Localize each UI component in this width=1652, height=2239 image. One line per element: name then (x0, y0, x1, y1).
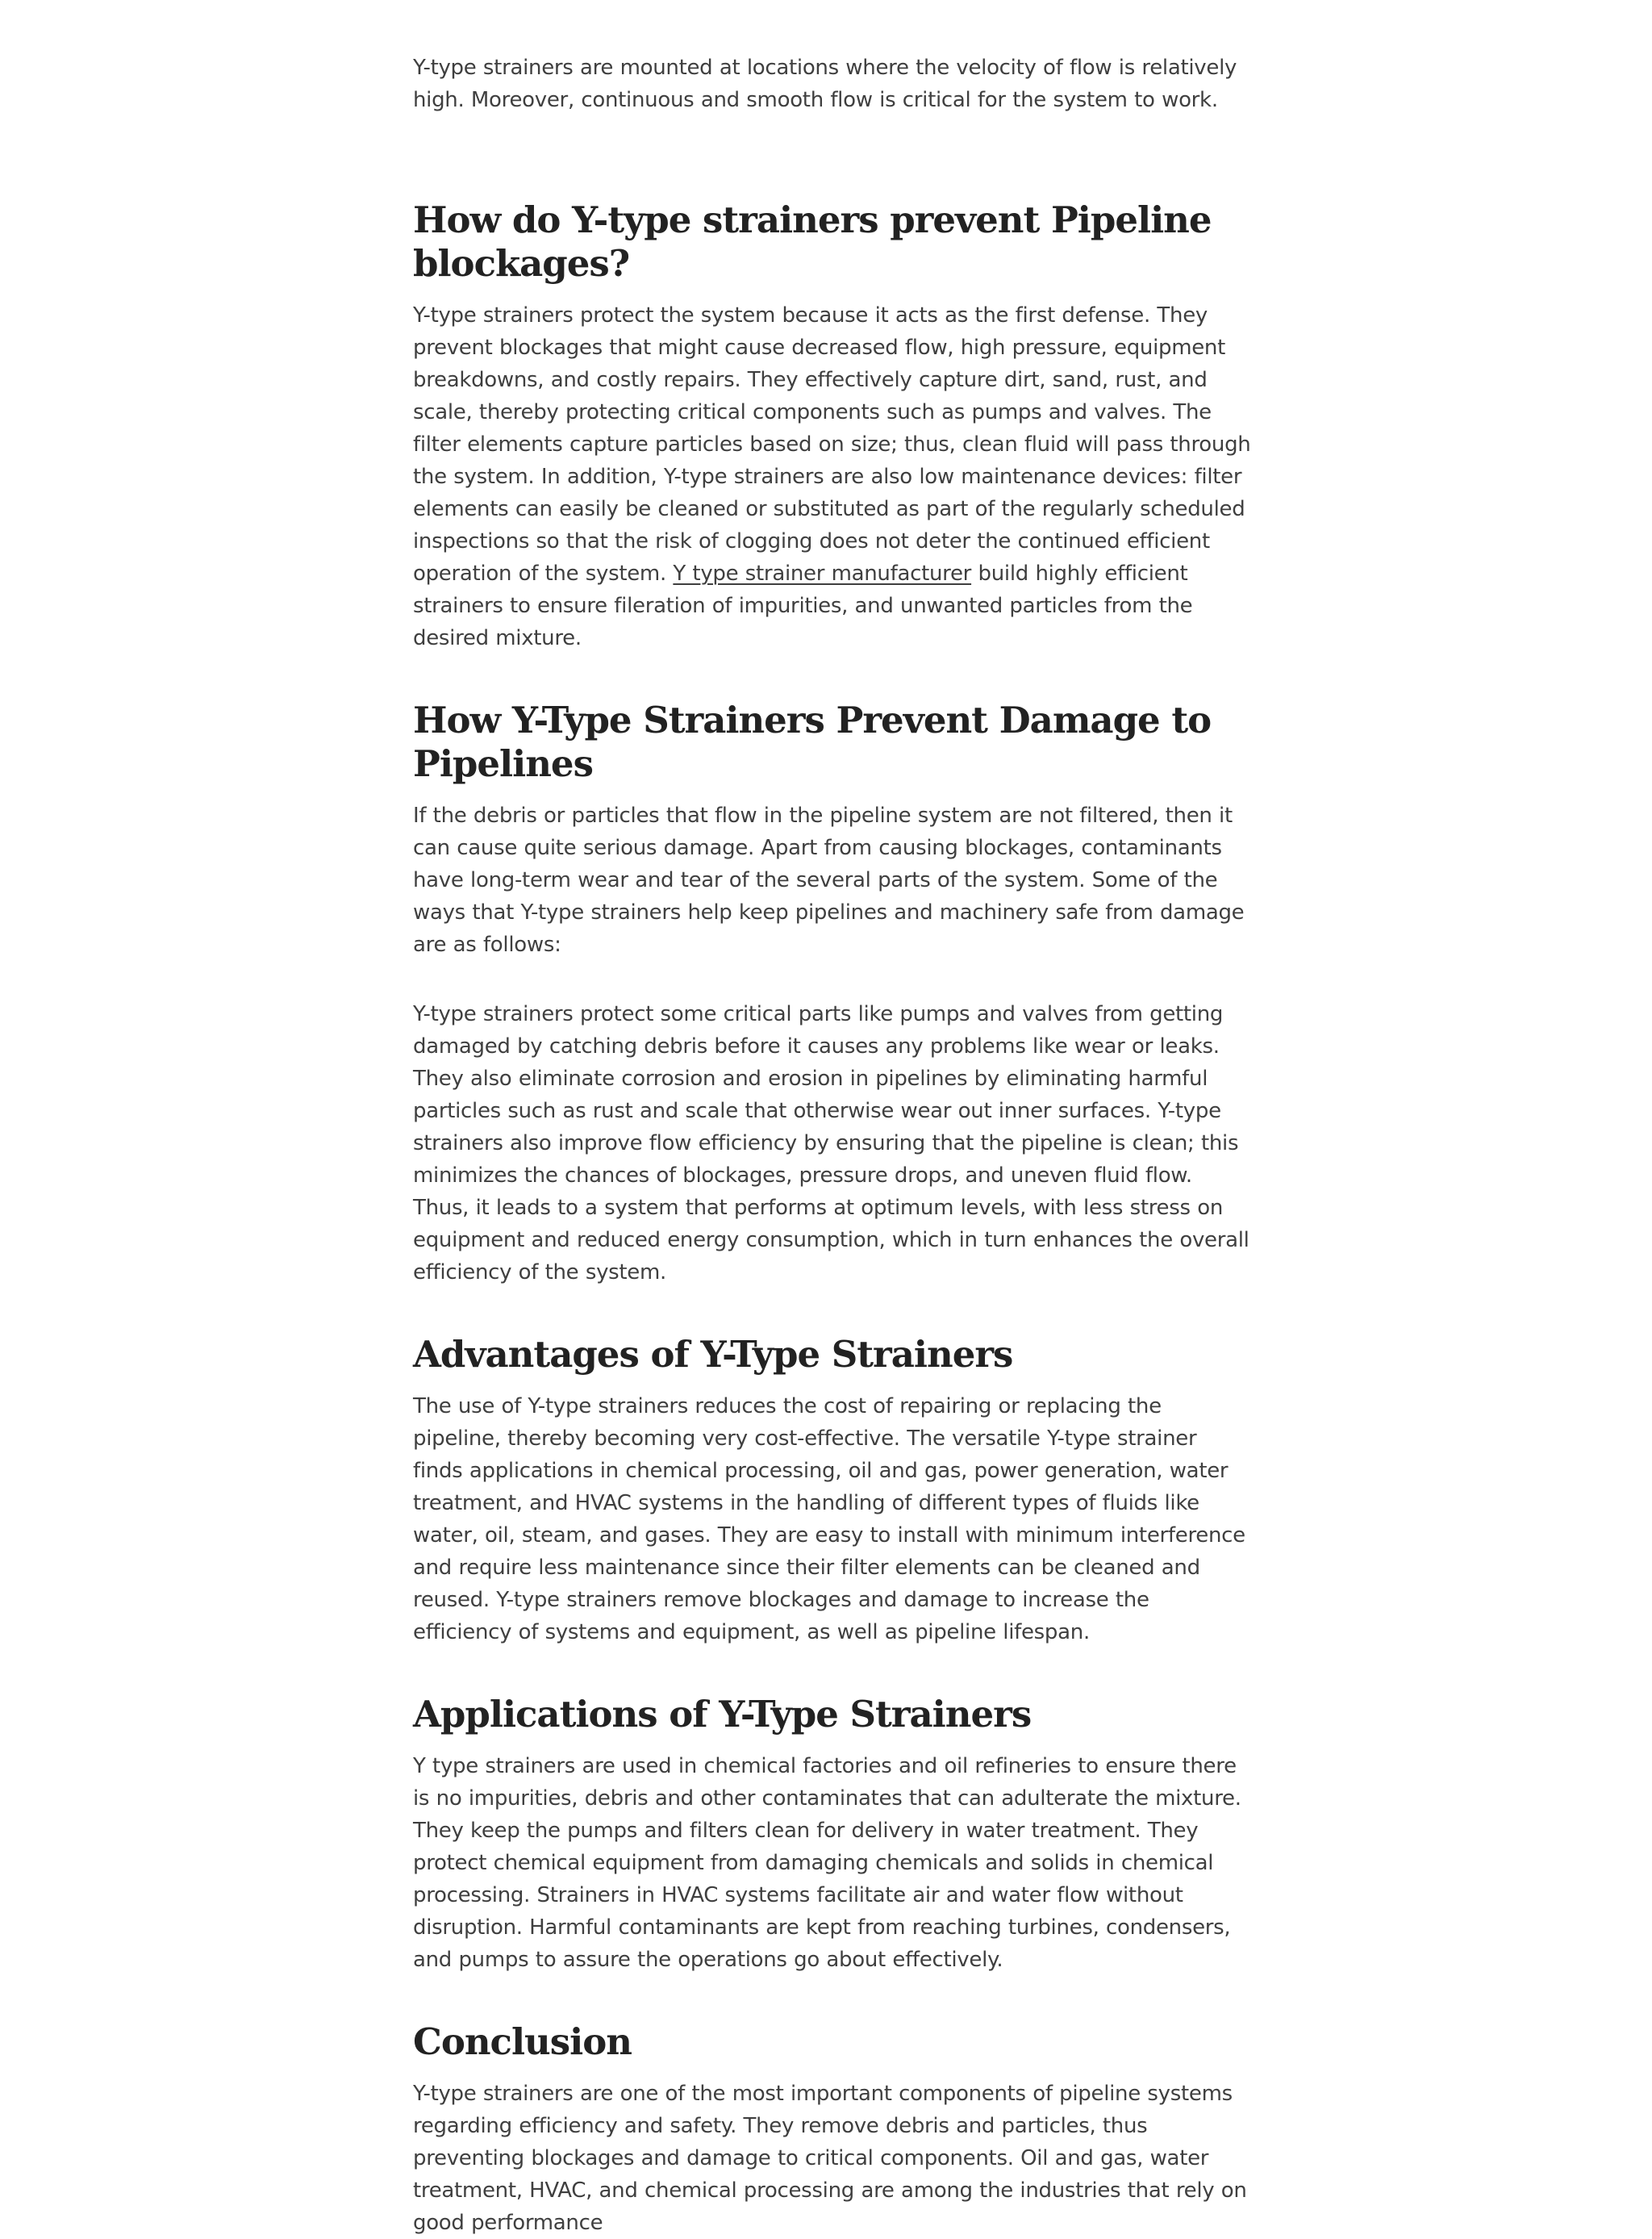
article-body (413, 39, 1252, 2239)
advantages-paragraph: The use of Y-type strainers reduces the cost of repairing or replacing the pipeline, thereby becoming very cost-effective. The versatile Y-type strainer finds applications in chemical processing, oil and gas, power generation, water treatment, and HVAC systems in the handling of different types of fluids like water, oil, steam, and gases. They are easy to install with minimum interference and require less maintenance since their filter elements can be cleaned and reused. Y-type strainers remove blockages and damage to increase the efficiency of systems and equipment, as well as pipeline lifespan. (413, 1394, 1245, 1644)
blockages-text-end: build highly efficient strainers to ensure fileration of impurities, and unwanted particles from the desired mixture. (413, 562, 1193, 650)
blockages-text-start: Y-type strainers protect the system because it acts as the first defense. They prevent blockages that might cause decreased flow, high pressure, equipment breakdowns, and costly repairs. They effectively capture dirt, sand, rust, and scale, thereby protecting critical components such as pumps and valves. The filter elements capture particles based on size; thus, clean fluid will pass through the system. In addition, Y-type strainers are also low maintenance devices: filter elements can easily be cleaned or substituted as part of the regularly scheduled inspections so that the risk of clogging does not deter the continued efficient operation of the system. (413, 303, 1251, 586)
heading-advantages: Advantages of Y-Type Strainers (413, 1333, 1013, 1376)
damage-paragraph-2: Y-type strainers protect some critical parts like pumps and valves from getting damaged by catching debris before it causes any problems like wear or leaks. They also eliminate corrosion and erosion in pipelines by eliminating harmful particles such as rust and scale that otherwise wear out inner surfaces. Y-type strainers also improve flow efficiency by ensuring that the pipeline is clean; this minimizes the chances of blockages, pressure drops, and uneven fluid flow. Thus, it leads to a system that performs at optimum levels, with less stress on equipment and reduced energy consumption, which in turn enhances the overall efficiency of the system. (413, 1002, 1249, 1285)
applications-paragraph: Y type strainers are used in chemical factories and oil refineries to ensure there is no impurities, debris and other contaminates that can adulterate the mixture. They keep the pumps and filters clean for delivery in water treatment. They protect chemical equipment from damaging chemicals and solids in chemical processing. Strainers in HVAC systems facilitate air and water flow without disruption. Harmful contaminants are kept from reaching turbines, condensers, and pumps to assure the operations go about effectively. (413, 1754, 1241, 1972)
conclusion-paragraph: Y-type strainers are one of the most important components of pipeline systems regarding efficiency and safety. They remove debris and particles, thus preventing blockages and damage to critical components. Oil and gas, water treatment, HVAC, and chemical processing are among the industries that rely on good performance (413, 2082, 1247, 2235)
intro-paragraph: Y-type strainers are mounted at locations where the velocity of flow is relatively high. Moreover, continuous and smooth flow is critical for the system to work. (413, 56, 1237, 112)
heading-applications: Applications of Y-Type Strainers (413, 1693, 1032, 1736)
heading-prevent-damage: How Y-Type Strainers Prevent Damage to Pipelines (413, 699, 1212, 785)
damage-paragraph-1: If the debris or particles that flow in the pipeline system are not filtered, then it can cause quite serious damage. Apart from causing blockages, contaminants have long-term wear and tear of the several parts of the system. Some of the ways that Y-type strainers help keep pipelines and machinery safe from damage are as follows: (413, 804, 1245, 957)
y-type-strainer-manufacturer-link[interactable]: Y type strainer manufacturer (673, 562, 972, 586)
blockages-paragraph (413, 299, 1252, 654)
heading-prevent-blockages: How do Y-type strainers prevent Pipeline blockages? (413, 198, 1212, 285)
heading-conclusion: Conclusion (413, 2020, 632, 2063)
